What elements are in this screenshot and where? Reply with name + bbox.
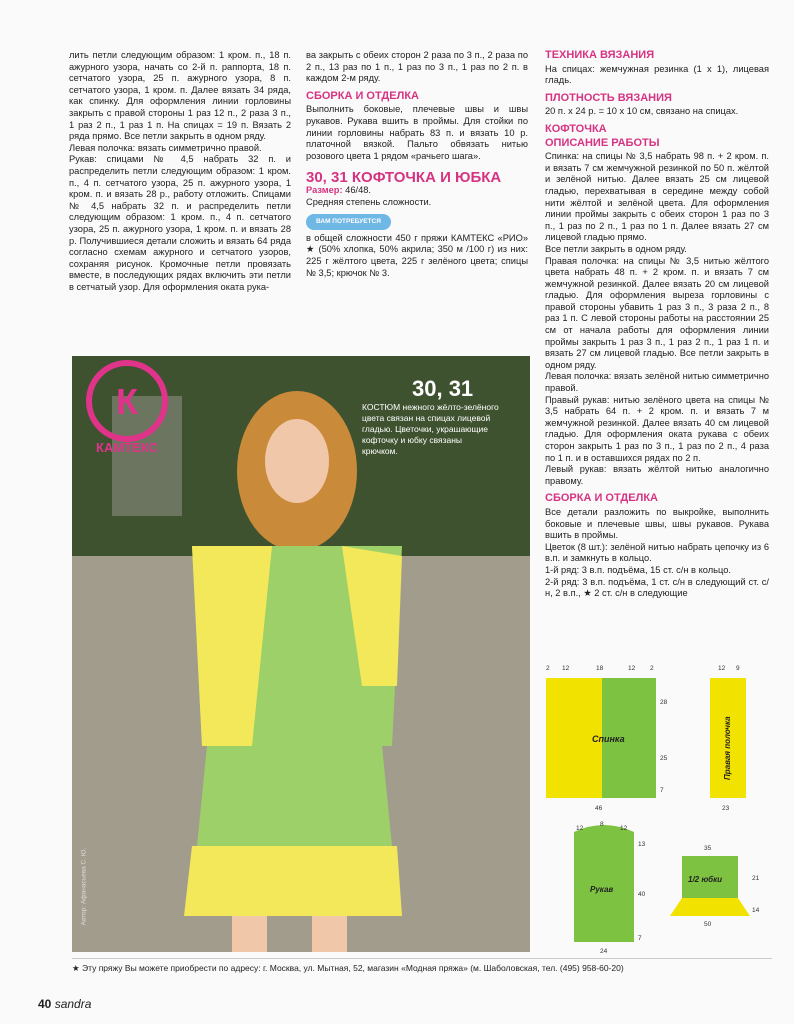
back-top-dim-1: 2 (546, 665, 550, 672)
pattern-diagrams (540, 660, 780, 960)
middle-column (306, 50, 528, 279)
assembly2-heading: СБОРКА И ОТДЕЛКА (545, 492, 658, 505)
back-top-dim-3: 18 (596, 665, 604, 672)
left-column (69, 50, 291, 293)
sleeve-width-dim: 24 (600, 948, 608, 955)
back-label: Спинка (592, 734, 625, 744)
desc-para: Правая полочка: на спицы № 3,5 нитью жёлтого цвета набрать 48 п. + 2 кром. п. и вязать 7 см жемчужной резинкой. Далее вязать 20 см лицевой гладью. Для оформления выреза горловины с правой стороны убавить 1 раз 3 п., 3 раза 2 п., 8 раз 1 п. С левой стороны работы на расстоянии 25 см от начала работы для оформления линии проймы закрыть 1 раз 3 п., 1 раз 2 п., 1 раз 1 п. и вязать 27 см лицевой гладью. Все петли закрыть в одном ряду. (545, 255, 769, 370)
skirt-width-dim: 50 (704, 921, 712, 928)
back-side-dim-3: 7 (660, 787, 664, 794)
logo-text: КАМТЕКС (96, 440, 158, 455)
tech-text: На спицах: жемчужная резинка (1 х 1), лицевая гладь. (545, 63, 769, 86)
front-width-dim: 23 (722, 805, 730, 812)
kamteks-logo (72, 356, 182, 456)
assembly-para: Все детали разложить по выкройке, выполнить боковые и плечевые швы, швы рукавов. Рукава вшить в проймы. (545, 506, 769, 541)
back-top-dim-5: 2 (650, 665, 654, 672)
article-title: 30, 31 КОФТОЧКА И ЮБКА (306, 169, 502, 187)
back-side-dim-1: 28 (660, 699, 668, 706)
desc-para: Левая полочка: вязать зелёной нитью симметрично правой. (545, 371, 769, 394)
author-credit: Автор: Афанасьева С. Ю. (80, 847, 88, 926)
desc-para: Правый рукав: нитью зелёного цвета на спицы № 3,5 набрать 64 п. + 2 кром. п. и вязать 7 м жемчужной резинкой. Далее вязать 40 см лицевой гладью. Для оформления оката рукава с обеих сторон закрыть 1 раз по 3 п., 1 раз по 2 п., 4 раза по 1 п. и в оставшихся рядах по 2 п. (545, 394, 769, 463)
skirt-top-dim: 35 (704, 845, 712, 852)
assembly-para: Цветок (8 шт.): зелёной нитью набрать цепочку из 6 в.п. и замкнуть в кольцо. (545, 541, 769, 564)
left-para-1: лить петли следующим образом: 1 кром. п., 18 п. ажурного узора, начать со 2-й п. раппорта, 18 п. сетчатого узора, 25 п. ажурного узора, 8 п. сетчатого узора, 1 кром. п. Далее вязать 34 ряда, как спинку. Для оформления линии горловины закрыть с правой стороны 1 раз 12 п., 2 раза 3 п., 1 раз 2 п., 1 раз 1 п. На спицах = 19 п. Вязать 2 ряда прямо. Все петли закрыть в одном ряду. (69, 50, 291, 142)
size-label: Размер: (306, 184, 343, 195)
page-number-block (38, 997, 91, 1011)
sleeve-side-dim-3: 7 (638, 935, 642, 942)
photo-caption: КОСТЮМ нежного жёлто-зелёного цвета связан на спицах лицевой гладью. Цветочки, украшающие кофточку и юбку связаны крючком. (362, 402, 499, 456)
assembly-para: 1-й ряд: 3 в.п. подъёма, 15 ст. с/н в кольцо. (545, 564, 731, 575)
left-para-3: Рукав: спицами № 4,5 набрать 32 п. и распределить петли следующим образом: 1 кром. п., 4 п. сетчатого узора, 25 п. ажурного узора, 1 кром. п. и вязать 28 р., работу отложить. Спицами № 4,5 набрать 32 п. и распределить петли следующим образом: 1 кром. п., 4 п. сетчатого узора, 25 п. ажурного узора, 1 кром. п. и вязать 28 р. Получившиеся детали сложить и вязать 64 ряда согласно схемам ажурного и сетчатого узоров, сохраняя рисунок. Кромочные петли провязать вместе, в последующих рядах включить эти петли в сетчатый узор. Для оформления оката рука- (69, 154, 291, 292)
left-para-2: Левая полочка: вязать симметрично правой. (69, 142, 262, 153)
sleeve-top-dim-3: 12 (620, 825, 628, 832)
description-heading: ОПИСАНИЕ РАБОТЫ (545, 136, 660, 149)
density-text: 20 п. х 24 р. = 10 х 10 см, связано на спицах. (545, 106, 739, 117)
magazine-name: sandra (54, 997, 92, 1011)
materials: в общей сложности 450 г пряжи КАМТЕКС «РИО» ★ (50% хлопка, 50% акрила; 350 м /100 г) из них: 225 г жёлтого цвета, 225 г зелёного цвета; спицы № 3,5; крючок № 3. (306, 232, 528, 278)
sleeve-side-dim-1: 13 (638, 841, 646, 848)
photo-number: 30, 31 (412, 376, 474, 401)
page-number: 40 (38, 997, 52, 1011)
assembly-para: 2-й ряд: 3 в.п. подъёма, 1 ст. с/н в следующий ст. с/н, 2 в.п., ★ 2 ст. с/н в следующие (545, 576, 769, 599)
sleeve-label: Рукав (590, 885, 614, 894)
back-top-dim-2: 12 (562, 665, 570, 672)
back-width-dim: 46 (595, 805, 603, 812)
front-top-dim-2: 9 (736, 665, 740, 672)
skirt-side-dim-2: 14 (752, 907, 760, 914)
right-column (545, 44, 769, 600)
desc-para: Спинка: на спицы № 3,5 набрать 98 п. + 2 кром. п. и вязать 7 см жемчужной резинкой по 50 п. жёлтой и зелёной нитью. Далее вязать 25 см лицевой гладью, перехватывая в середине между собой нити жёлтой и зелёной цвета. Для оформления линии проймы закрыть с обеих сторон 1 раз по 3 п., 1 раз по 2 п., 1 раз по 1 п. Далее вязать 27 см лицевой гладью прямо. (545, 151, 769, 243)
sleeve-side-dim-2: 40 (638, 891, 646, 898)
difficulty: Средняя степень сложности. (306, 196, 432, 207)
sleeve-top-dim-1: 12 (576, 825, 584, 832)
item-heading: КОФТОЧКА (545, 122, 607, 135)
model-photo (72, 356, 530, 952)
assembly-heading: СБОРКА И ОТДЕЛКА (306, 89, 419, 102)
footer-note: ★ Эту пряжу Вы можете приобрести по адресу: г. Москва, ул. Мытная, 52, магазин «Модная пряжа» (м. Шаболовская, тел. (495) 958-60-20) (72, 958, 772, 974)
size-value: 46/48. (345, 184, 372, 195)
back-top-dim-4: 12 (628, 665, 636, 672)
desc-para: Левый рукав: вязать жёлтой нитью аналогично правому. (545, 464, 769, 486)
skirt-side-dim-1: 21 (752, 875, 760, 882)
density-heading: ПЛОТНОСТЬ ВЯЗАНИЯ (545, 91, 672, 104)
desc-para: Все петли закрыть в одном ряду. (545, 243, 687, 254)
materials-badge: ВАМ ПОТРЕБУЕТСЯ (306, 214, 391, 230)
sleeve-top-dim-2: 8 (600, 821, 604, 828)
back-side-dim-2: 25 (660, 755, 668, 762)
skirt-label: 1/2 юбки (688, 875, 723, 884)
front-top-dim-1: 12 (718, 665, 726, 672)
mid-intro: ва закрыть с обеих сторон 2 раза по 3 п., 2 раза по 2 п., 13 раз по 1 п., 1 раз по 3 п., 1 раз по 2 п. в каждом 2-м ряду. (306, 50, 528, 84)
mid-assembly: Выполнить боковые, плечевые швы и швы рукавов. Рукава вшить в проймы. Для стойки по линии горловины набрать 83 п. и вязать 10 р. платочной вязкой. Пальто обвязать нитью розового цвета 1 рядом «рачьего шага». (306, 104, 528, 161)
front-label: Правая полочка (723, 716, 732, 780)
tech-heading: ТЕХНИКА ВЯЗАНИЯ (545, 49, 655, 61)
svg-text:К: К (116, 381, 138, 422)
